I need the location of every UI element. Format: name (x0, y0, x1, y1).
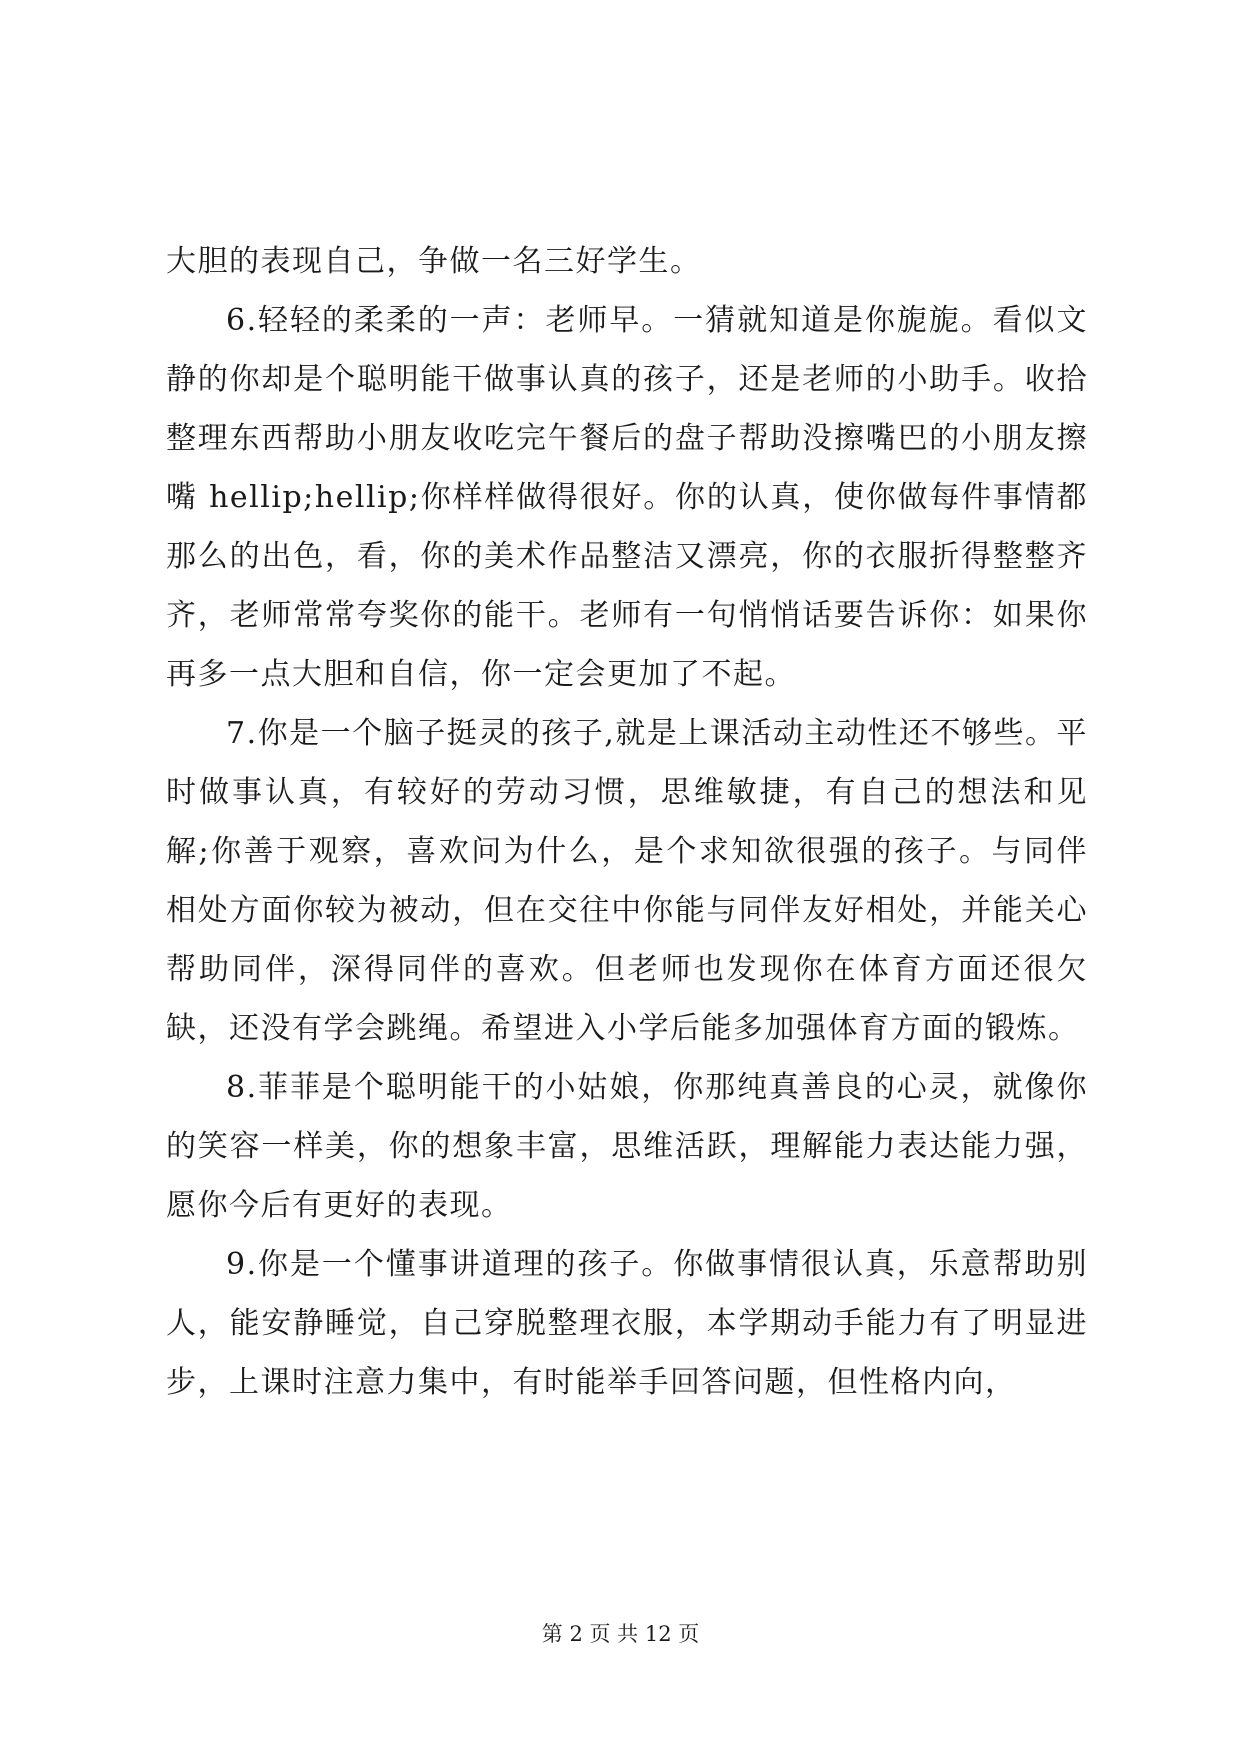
paragraph-item-6: 6.轻轻的柔柔的一声：老师早。一猜就知道是你旎旎。看似文静的你却是个聪明能干做事认真的孩子，还是老师的小助手。收拾整理东西帮助小朋友收吃完午餐后的盘子帮助没擦嘴巴的小朋友擦嘴 hellip;hellip;你样样做得很好。你的认真，使你做每件事情都那么的出色，看，你的美术作品整洁又漂亮，你的衣服折得整整齐齐，老师常常夸奖你的能干。老师有一句悄悄话要告诉你：如果你再多一点大胆和自信，你一定会更加了不起。 (166, 303, 1088, 692)
paragraph-item-9: 9.你是一个懂事讲道理的孩子。你做事情很认真，乐意帮助别人，能安静睡觉，自己穿脱整理衣服，本学期动手能力有了明显进步，上课时注意力集中，有时能举手回答问题，但性格内向， (166, 1247, 1088, 1400)
paragraph-item-8: 8.菲菲是个聪明能干的小姑娘，你那纯真善良的心灵，就像你的笑容一样美，你的想象丰富，思维活跃，理解能力表达能力强，愿你今后有更好的表现。 (166, 1070, 1088, 1223)
paragraph-continued: 大胆的表现自己，争做一名三好学生。 (166, 244, 702, 279)
document-body (166, 232, 1088, 1412)
paragraph-item-7: 7.你是一个脑子挺灵的孩子,就是上课活动主动性还不够些。平时做事认真，有较好的劳动习惯，思维敏捷，有自己的想法和见解;你善于观察，喜欢问为什么，是个求知欲很强的孩子。与同伴相处方面你较为被动，但在交往中你能与同伴友好相处，并能关心帮助同伴，深得同伴的喜欢。但老师也发现你在体育方面还很欠缺，还没有学会跳绳。希望进入小学后能多加强体育方面的锻炼。 (166, 716, 1088, 1046)
page-number-footer: 第 2 页 共 12 页 (541, 1622, 700, 1646)
